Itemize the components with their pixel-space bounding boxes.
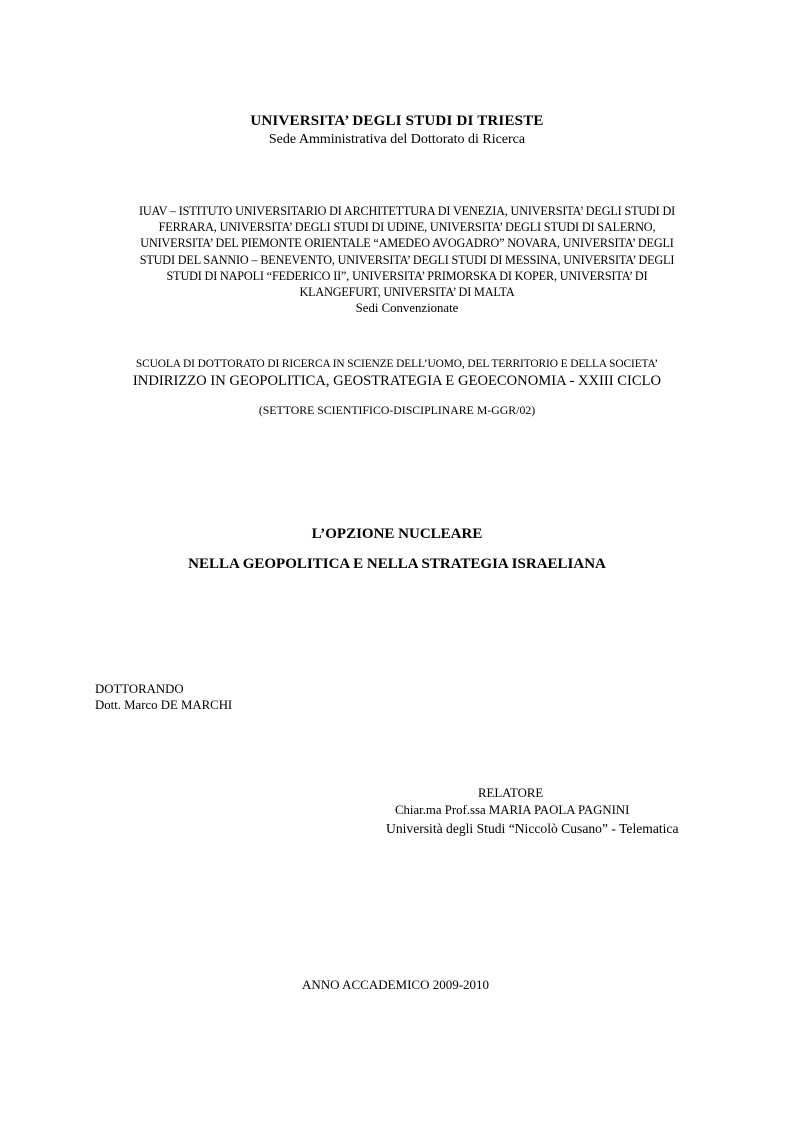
thesis-title-line-2: NELLA GEOPOLITICA E NELLA STRATEGIA ISRAELIANA: [188, 556, 606, 572]
candidate-name: Dott. Marco DE MARCHI: [95, 698, 233, 712]
candidate-label: DOTTORANDO: [95, 682, 184, 696]
doctoral-school-name: SCUOLA DI DOTTORATO DI RICERCA IN SCIENZE DELL’UOMO, DEL TERRITORIO E DELLA SOCIETA’: [135, 358, 659, 370]
partner-universities-line: STUDI DEL SANNIO – BENEVENTO, UNIVERSITA’ DEGLI STUDI DI MESSINA, UNIVERSITA’ DEGLI: [139, 252, 675, 267]
supervisor-label: RELATORE: [478, 786, 544, 800]
candidate-block: [95, 681, 232, 713]
partner-universities-line: KLANGEFURT, UNIVERSITA’ DI MALTA: [299, 285, 515, 300]
supervisor-name: Chiar.ma Prof.ssa MARIA PAOLA PAGNINI: [395, 803, 630, 817]
partner-universities-block: [98, 203, 716, 316]
thesis-title-line-1: L’OPZIONE NUCLEARE: [311, 526, 483, 542]
scientific-sector: (SETTORE SCIENTIFICO-DISCIPLINARE M-GGR/02): [258, 403, 536, 417]
supervisor-affiliation: Università degli Studi “Niccolò Cusano” - Telematica: [386, 821, 679, 836]
partner-universities-line: STUDI DI NAPOLI “FEDERICO II”, UNIVERSITA’ PRIMORSKA DI KOPER, UNIVERSITA’ DI: [166, 268, 648, 283]
university-name: UNIVERSITA’ DEGLI STUDI DI TRIESTE: [250, 113, 544, 129]
partner-universities-line: UNIVERSITA’ DEL PIEMONTE ORIENTALE “AMEDEO AVOGADRO” NOVARA, UNIVERSITA’ DEGLI: [140, 236, 674, 251]
administrative-seat: Sede Amministrativa del Dottorato di Ricerca: [268, 132, 526, 147]
partner-universities-line: IUAV – ISTITUTO UNIVERSITARIO DI ARCHITETTURA DI VENEZIA, UNIVERSITA’ DEGLI STUDI DI: [138, 204, 676, 218]
partner-seats-label: Sedi Convenzionate: [355, 301, 459, 316]
doctoral-program: INDIRIZZO IN GEOPOLITICA, GEOSTRATEGIA E GEOECONOMIA - XXIII CICLO: [132, 373, 662, 389]
academic-year: ANNO ACCADEMICO 2009-2010: [302, 977, 490, 992]
partner-universities-line: FERRARA, UNIVERSITA’ DEGLI STUDI DI UDINE, UNIVERSITA’ DEGLI STUDI DI SALERNO,: [158, 220, 656, 235]
